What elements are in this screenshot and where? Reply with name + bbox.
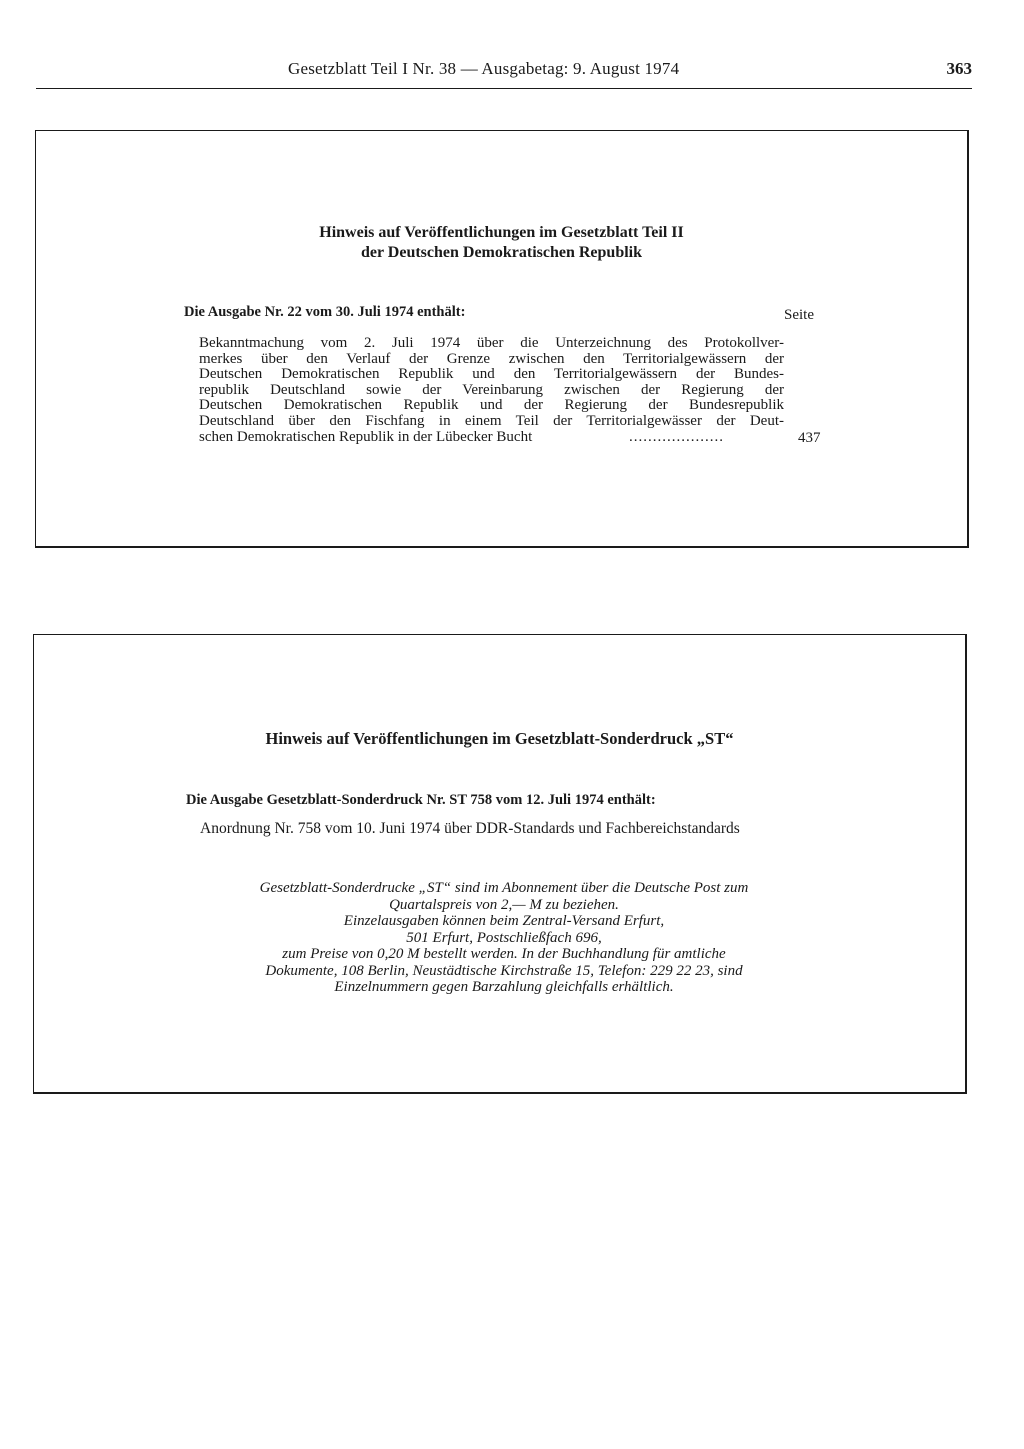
box2-issue-line: Die Ausgabe Gesetzblatt-Sonderdruck Nr. ST 758 vom 12. Juli 1974 enthält: bbox=[186, 792, 656, 808]
notice-box-gesetzblatt-teil-ii bbox=[35, 130, 969, 548]
page-number: 363 bbox=[946, 59, 972, 78]
seite-label: Seite bbox=[784, 307, 814, 323]
notice-line: Dokumente, 108 Berlin, Neustädtische Kirchstraße 15, Telefon: 229 22 23, sind bbox=[265, 962, 743, 979]
notice-line: Einzelausgaben können beim Zentral-Versand Erfurt, bbox=[343, 913, 665, 929]
box1-issue-line: Die Ausgabe Nr. 22 vom 30. Juli 1974 enthält: bbox=[184, 304, 466, 320]
entry-line: republik Deutschland sowie der Vereinbarung zwischen der Regierung der bbox=[199, 381, 784, 398]
notice-line: Einzelnummern gegen Barzahlung gleichfalls erhältlich. bbox=[334, 979, 674, 995]
box1-heading-line1: Hinweis auf Veröffentlichungen im Gesetzblatt Teil II bbox=[319, 224, 684, 241]
entry-line: Deutschland über den Fischfang in einem Teil der Territorialgewässer der Deut- bbox=[199, 412, 784, 429]
box1-entry-page: 437 bbox=[798, 430, 821, 446]
box2-notice bbox=[184, 880, 824, 996]
entry-last-line bbox=[199, 430, 784, 446]
box1-heading-line2: der Deutschen Demokratischen Republik bbox=[360, 244, 643, 261]
notice-line: Quartalspreis von 2,— M zu beziehen. bbox=[389, 896, 619, 913]
entry-line: merkes über den Verlauf der Grenze zwischen den Territorialgewässern der bbox=[199, 350, 784, 367]
notice-line: zum Preise von 0,20 M bestellt werden. In der Buchhandlung für amtliche bbox=[282, 946, 726, 962]
box2-heading: Hinweis auf Veröffentlichungen im Gesetzblatt-Sonderdruck „ST“ bbox=[265, 729, 734, 748]
entry-line: Deutschen Demokratischen Republik und der Regierung der Bundesrepublik bbox=[199, 397, 784, 414]
page-header bbox=[36, 58, 972, 89]
dot-leaders: .................... bbox=[629, 428, 724, 445]
notice-box-sonderdruck-st bbox=[33, 634, 967, 1094]
header-title: Gesetzblatt Teil I Nr. 38 — Ausgabetag: 9. August 1974 bbox=[288, 59, 680, 78]
entry-line: schen Demokratischen Republik in der Lübecker Bucht bbox=[199, 428, 533, 445]
notice-line: Gesetzblatt-Sonderdrucke „ST“ sind im Abonnement über die Deutsche Post zum bbox=[259, 880, 749, 896]
notice-line: 501 Erfurt, Postschließfach 696, bbox=[406, 929, 602, 946]
box2-entry: Anordnung Nr. 758 vom 10. Juni 1974 über DDR-Standards und Fachbereichstandards bbox=[200, 820, 740, 837]
entry-line: Deutschen Demokratischen Republik und den Territorialgewässern der Bundes- bbox=[199, 366, 784, 383]
entry-line: Bekanntmachung vom 2. Juli 1974 über die Unterzeichnung des Protokollver- bbox=[199, 335, 784, 351]
box1-entry-text bbox=[199, 336, 784, 445]
